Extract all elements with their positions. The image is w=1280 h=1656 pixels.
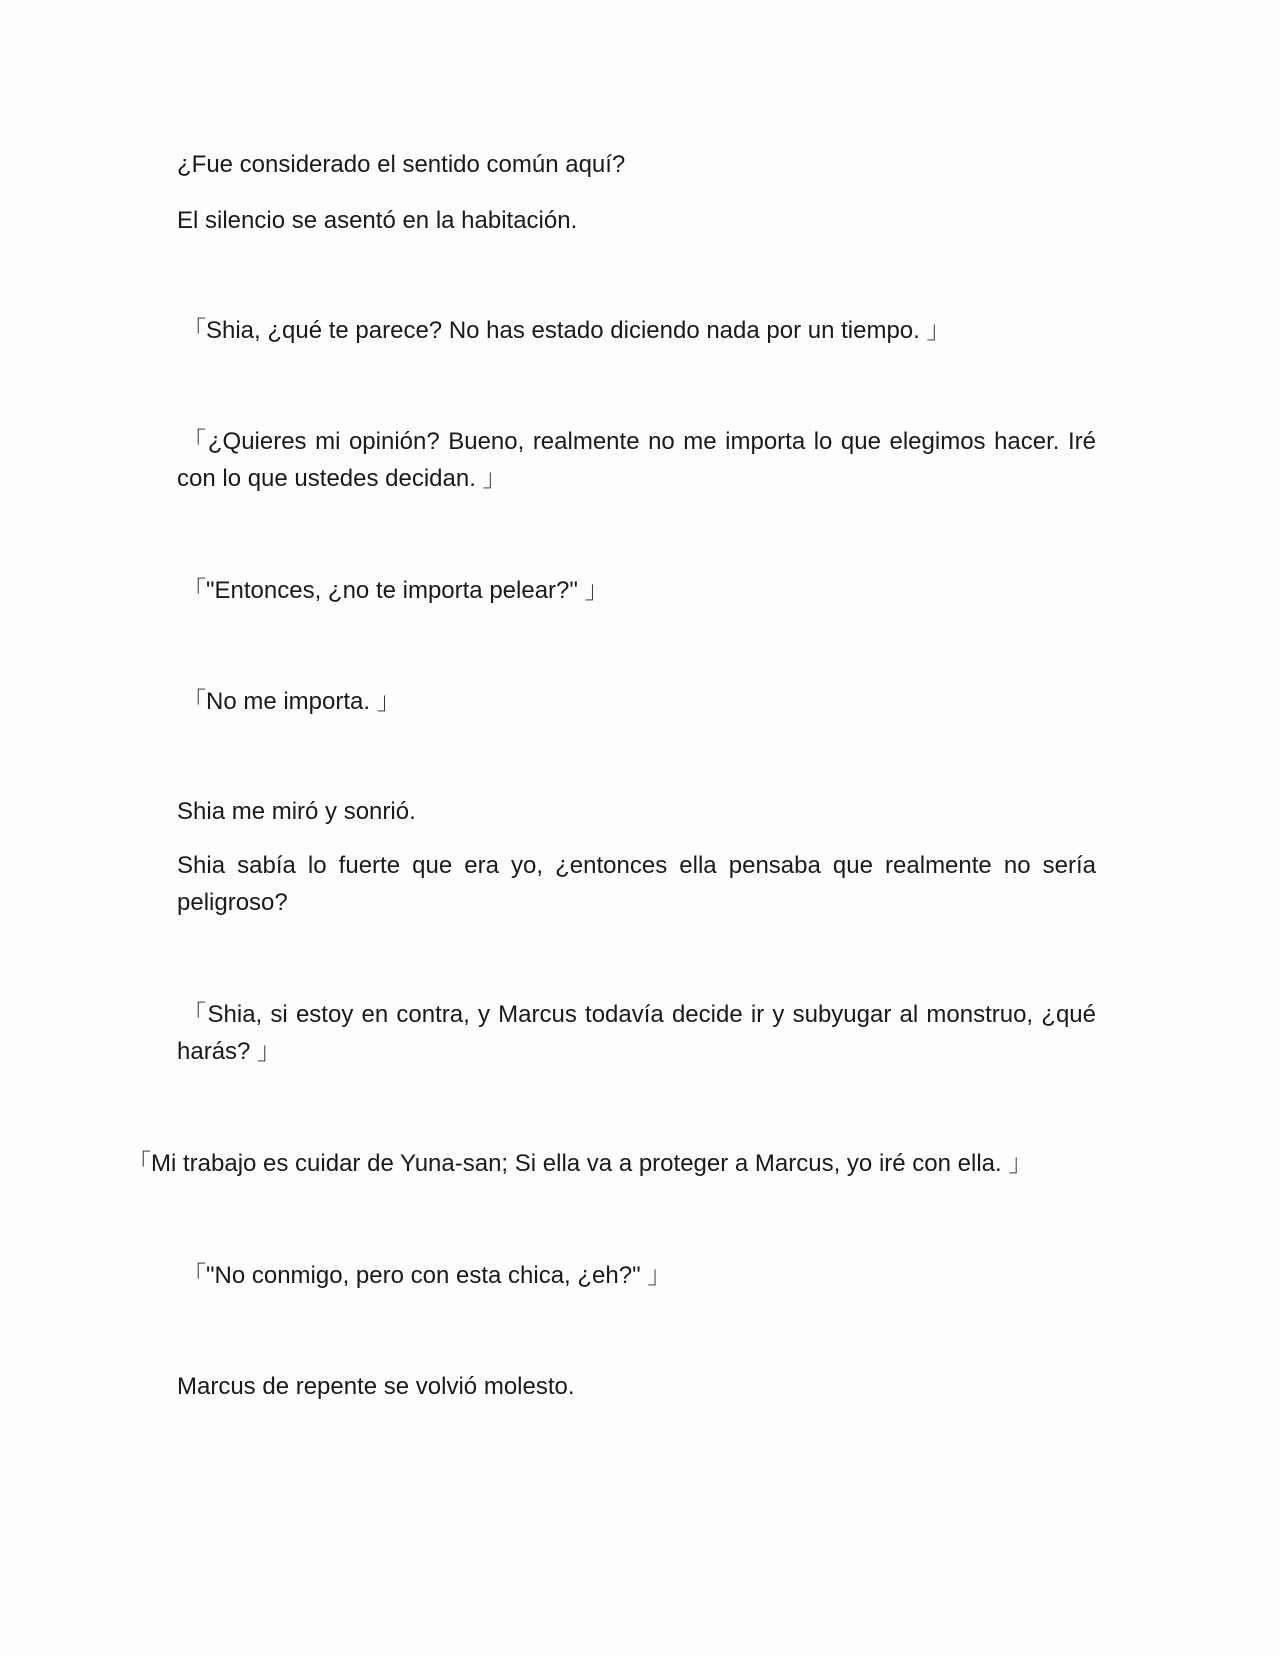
paragraph: Marcus de repente se volvió molesto. [177, 1373, 575, 1400]
paragraph: ¿Fue considerado el sentido común aquí? [177, 151, 626, 178]
dialogue-paragraph: 「Shia, si estoy en contra, y Marcus todavía decide ir y subyugar al monstruo, ¿qué harás? 」 [177, 1001, 1096, 1065]
paragraph: Shia sabía lo fuerte que era yo, ¿entonces ella pensaba que realmente no sería peligroso? [177, 852, 1096, 916]
dialogue-paragraph: 「¿Quieres mi opinión? Bueno, realmente no me importa lo que elegimos hacer. Iré con lo que ustedes decidan. 」 [177, 428, 1096, 492]
dialogue-paragraph: 「"Entonces, ¿no te importa pelear?" 」 [182, 577, 609, 604]
dialogue-paragraph: 「"No conmigo, pero con esta chica, ¿eh?" 」 [182, 1262, 672, 1289]
paragraph: El silencio se asentó en la habitación. [177, 207, 578, 234]
dialogue-paragraph: 「Mi trabajo es cuidar de Yuna-san; Si ella va a proteger a Marcus, yo iré con ella. 」 [127, 1150, 1033, 1177]
paragraph: Shia me miró y sonrió. [177, 798, 416, 825]
dialogue-paragraph: 「No me importa. 」 [182, 688, 401, 715]
dialogue-paragraph: 「Shia, ¿qué te parece? No has estado diciendo nada por un tiempo. 」 [182, 317, 951, 344]
